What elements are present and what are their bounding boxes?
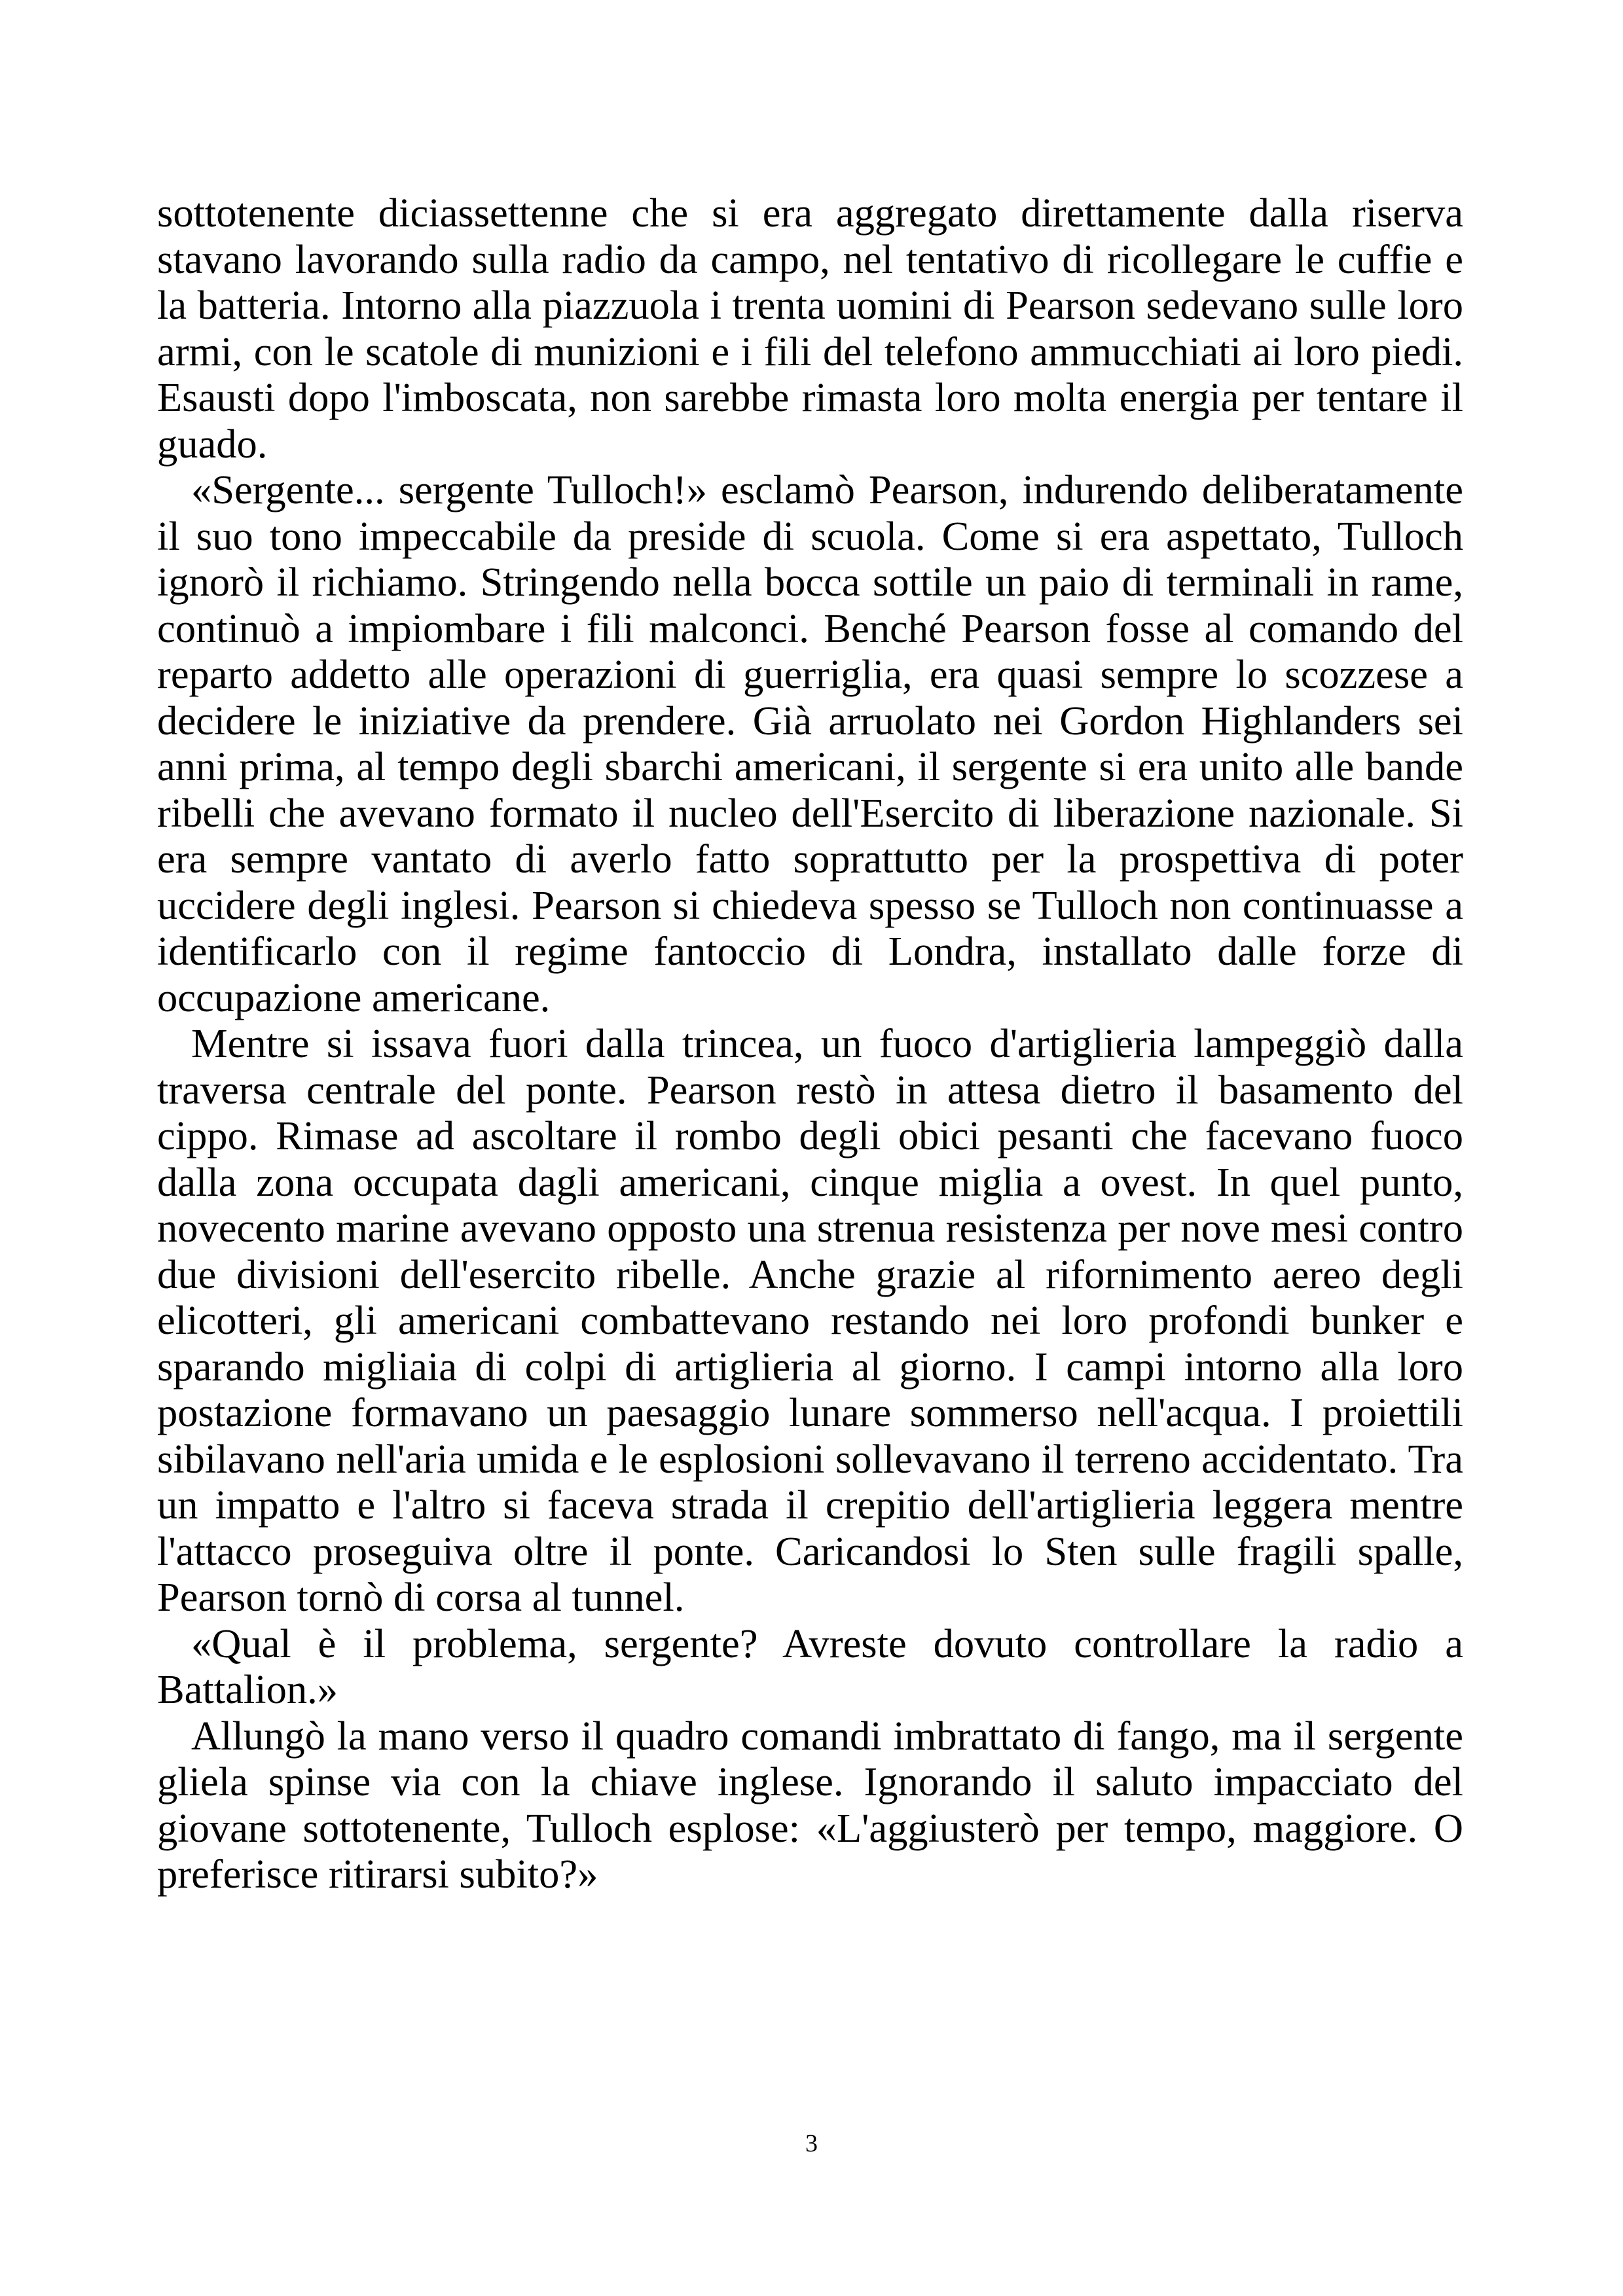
paragraph-1: sottotenente diciassettenne che si era aggregato direttamente dalla riserva stavano lavorando sulla radio da campo, nel tentativo di ricollegare le cuffie e la batteria. Intorno alla piazzuola i trenta uomini di Pearson sedevano sulle loro armi, con le scatole di munizioni e i fili del telefono ammucchiati ai loro piedi. Esausti dopo l'imboscata, non sarebbe rimasta loro molta energia per tentare il guado.: [157, 190, 1463, 467]
paragraph-3: Mentre si issava fuori dalla trincea, un fuoco d'artiglieria lampeggiò dalla traversa centrale del ponte. Pearson restò in attesa dietro il basamento del cippo. Rimase ad ascoltare il rombo degli obici pesanti che facevano fuoco dalla zona occupata dagli americani, cinque miglia a ovest. In quel punto, novecento marine avevano opposto una strenua resistenza per nove mesi contro due divisioni dell'esercito ribelle. Anche grazie al rifornimento aereo degli elicotteri, gli americani combattevano restando nei loro profondi bunker e sparando migliaia di colpi di artiglieria al giorno. I campi intorno alla loro postazione formavano un paesaggio lunare sommerso nell'acqua. I proiettili sibilavano nell'aria umida e le esplosioni sollevavano il terreno accidentato. Tra un impatto e l'altro si faceva strada il crepitio dell'artiglieria leggera mentre l'attacco proseguiva oltre il ponte. Caricandosi lo Sten sulle fragili spalle, Pearson tornò di corsa al tunnel.: [157, 1020, 1463, 1620]
page-number: 3: [805, 2130, 818, 2157]
paragraph-5: Allungò la mano verso il quadro comandi imbrattato di fango, ma il sergente gliela spinse via con la chiave inglese. Ignorando il saluto impacciato del giovane sottotenente, Tulloch esplose: «L'aggiusterò per tempo, maggiore. O preferisce ritirarsi subito?»: [157, 1712, 1463, 1897]
paragraph-4: «Qual è il problema, sergente? Avreste dovuto controllare la radio a Battalion.»: [157, 1620, 1463, 1712]
paragraph-2: «Sergente... sergente Tulloch!» esclamò Pearson, indurendo deliberatamente il suo tono impeccabile da preside di scuola. Come si era aspettato, Tulloch ignorò il richiamo. Stringendo nella bocca sottile un paio di terminali in rame, continuò a impiombare i fili malconci. Benché Pearson fosse al comando del reparto addetto alle operazioni di guerriglia, era quasi sempre lo scozzese a decidere le iniziative da prendere. Già arruolato nei Gordon Highlanders sei anni prima, al tempo degli sbarchi americani, il sergente si era unito alle bande ribelli che avevano formato il nucleo dell'Esercito di liberazione nazionale. Si era sempre vantato di averlo fatto soprattutto per la prospettiva di poter uccidere degli inglesi. Pearson si chiedeva spesso se Tulloch non continuasse a identificarlo con il regime fantoccio di Londra, installato dalle forze di occupazione americane.: [157, 467, 1463, 1020]
body-text: [157, 190, 1463, 1897]
